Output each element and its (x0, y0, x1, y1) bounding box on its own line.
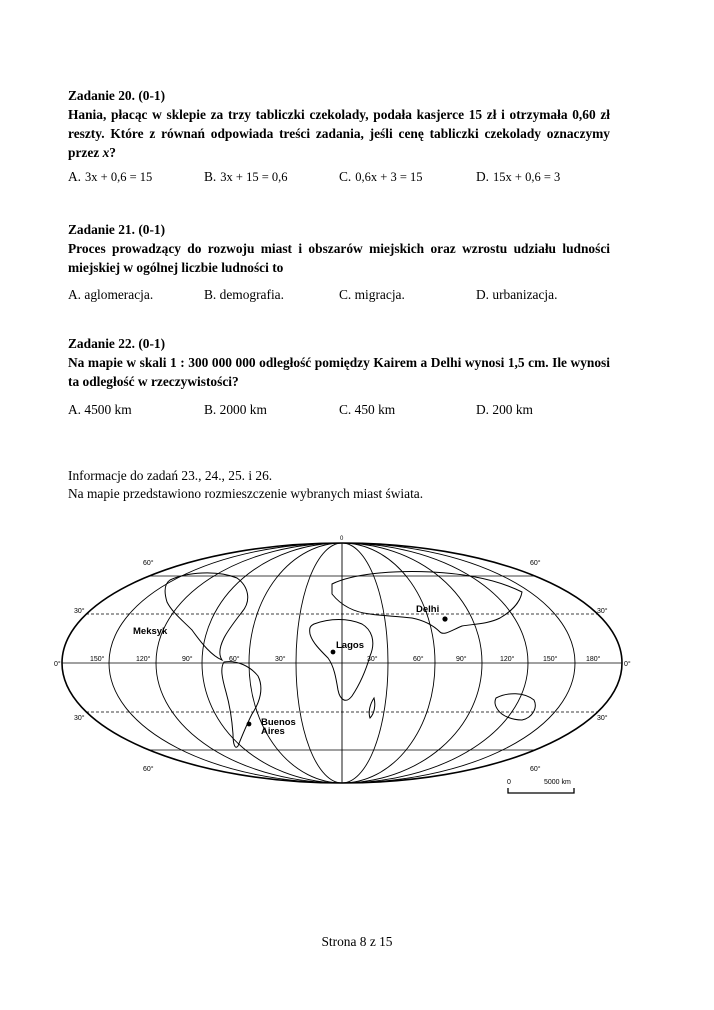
task-21-option-a[interactable]: A. aglomeracja. (68, 287, 154, 302)
lon-label-90e: 90° (456, 656, 467, 663)
task-22-question: Na mapie w skali 1 : 300 000 000 odległość pomiędzy Kairem a Delhi wynosi 1,5 cm. Ile wynosi ta odległość w rzeczywistości? (68, 355, 610, 389)
lon-label-180: 180° (586, 656, 601, 663)
city-label-delhi: Delhi (416, 604, 440, 615)
task-20-option-d[interactable]: D. 15x + 0,6 = 3 (476, 169, 561, 184)
lat-label-eq-right: 0° (624, 661, 631, 668)
pole-label: 0 (340, 536, 344, 542)
task-22-option-a[interactable]: A. 4500 km (68, 402, 132, 417)
task-21-option-d[interactable]: D. urbanizacja. (476, 287, 558, 302)
lon-label-150w: 150° (90, 656, 105, 663)
delhi-marker (442, 616, 447, 621)
lagos-marker (331, 650, 336, 655)
task-22-options (68, 402, 628, 422)
lat-label-60n-right: 60° (530, 560, 541, 567)
buenos-aires-marker (247, 722, 252, 727)
scale-line (508, 788, 574, 793)
city-label-meksyk: Meksyk (133, 626, 168, 637)
task-20-question: Hania, płacąc w sklepie za trzy tabliczki czekolady, podała kasjerce 15 zł i otrzymała 0,60 zł reszty. Które z równań odpowiada treści zadania, jeśli cenę tabliczki czekolady oznaczymy przez x? (68, 107, 610, 160)
task-21-title: Zadanie 21. (0-1) (68, 222, 166, 237)
city-label-buenos: Buenos (261, 717, 296, 728)
task-20-title: Zadanie 20. (0-1) (68, 88, 166, 103)
city-label-aires: Aires (261, 726, 285, 737)
world-map (52, 520, 642, 805)
task-22 (68, 334, 610, 391)
lat-label-30n-left: 30° (74, 608, 85, 615)
lon-label-90w: 90° (182, 656, 193, 663)
info-line-1: Informacje do zadań 23., 24., 25. i 26. (68, 468, 273, 483)
task-21 (68, 220, 610, 277)
task-20-option-b[interactable]: B. 3x + 15 = 0,6 (204, 169, 288, 184)
lat-label-60s-right: 60° (530, 766, 541, 773)
lat-label-eq-left: 0° (54, 661, 61, 668)
lat-label-30n-right: 30° (597, 608, 608, 615)
task-21-options (68, 287, 628, 307)
info-line-2: Na mapie przedstawiono rozmieszczenie wybranych miast świata. (68, 486, 424, 501)
lon-label-30w: 30° (275, 656, 286, 663)
lat-label-30s-right: 30° (597, 715, 608, 722)
task-21-question: Proces prowadzący do rozwoju miast i obszarów miejskich oraz wzrostu udziału ludności miejskiej w ogólnej liczbie ludności to (68, 241, 610, 275)
lat-label-30s-left: 30° (74, 715, 85, 722)
page-number: Strona 8 z 15 (321, 934, 393, 949)
task-21-option-b[interactable]: B. demografia. (204, 287, 284, 302)
task-20-options (68, 169, 628, 189)
lon-label-60w: 60° (229, 656, 240, 663)
task-20-option-c[interactable]: C. 0,6x + 3 = 15 (339, 169, 423, 184)
lon-label-150e: 150° (543, 656, 558, 663)
task-22-title: Zadanie 22. (0-1) (68, 336, 166, 351)
map-continents (165, 572, 535, 748)
task-20-option-a[interactable]: A. 3x + 0,6 = 15 (68, 169, 153, 184)
task-22-option-d[interactable]: D. 200 km (476, 402, 533, 417)
scale-bar (507, 779, 574, 793)
lon-label-120w: 120° (136, 656, 151, 663)
city-markers (247, 616, 448, 726)
task-20 (68, 86, 610, 162)
info-block (68, 467, 628, 503)
task-22-option-c[interactable]: C. 450 km (339, 402, 396, 417)
lat-label-60s-left: 60° (143, 766, 154, 773)
city-label-lagos: Lagos (336, 640, 364, 651)
lat-label-60n-left: 60° (143, 560, 154, 567)
lon-label-30e: 30° (367, 656, 378, 663)
lon-label-120e: 120° (500, 656, 515, 663)
task-21-option-c[interactable]: C. migracja. (339, 287, 405, 302)
task-22-option-b[interactable]: B. 2000 km (204, 402, 267, 417)
scale-label-distance: 5000 km (544, 779, 571, 786)
scale-label-zero: 0 (507, 779, 511, 786)
lon-label-60e: 60° (413, 656, 424, 663)
